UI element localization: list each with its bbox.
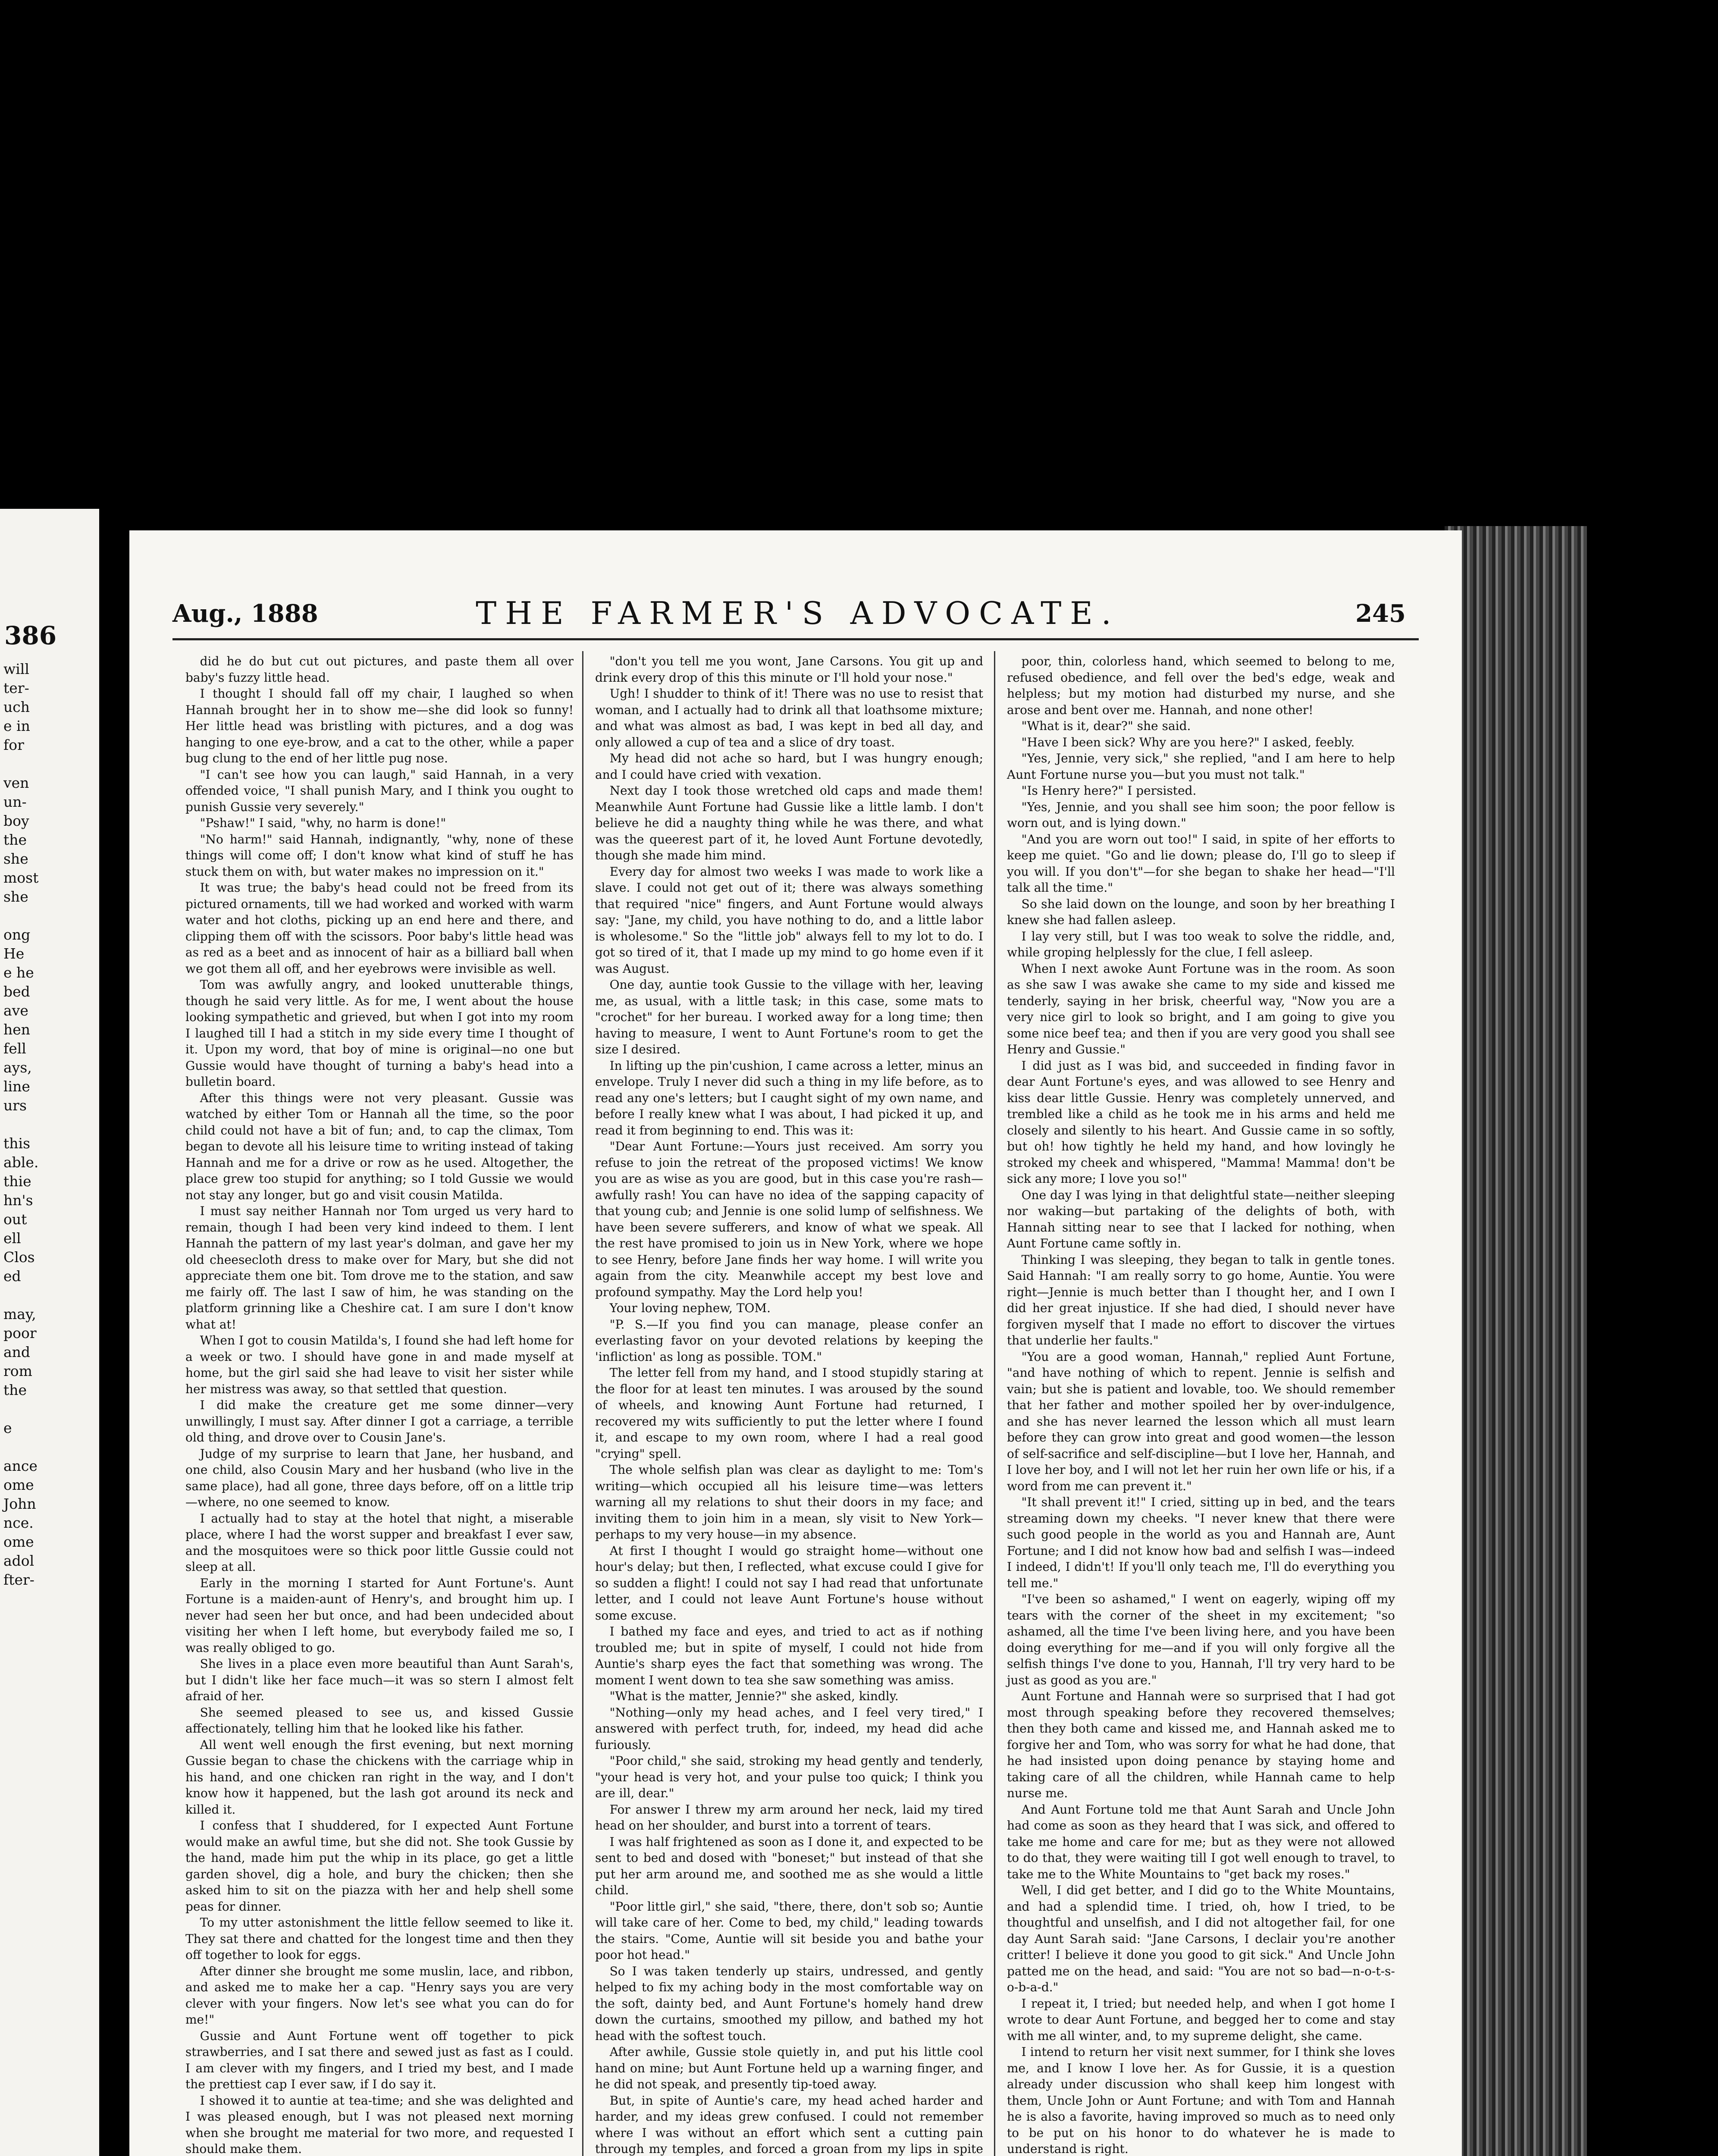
issue-date: Aug., 1888 — [172, 599, 318, 628]
paragraph: "Yes, Jennie, very sick," she replied, "and I am here to help Aunt Fortune nurse you—but you must not talk." — [1007, 751, 1395, 782]
paragraph: After awhile, Gussie stole quietly in, and put his little cool hand on mine; but Aunt Fortune held up a warning finger, and he did not speak, and presently tip-toed away. — [595, 2045, 983, 2091]
story-column-3 — [1007, 653, 1395, 2156]
paragraph: did he do but cut out pictures, and paste them all over baby's fuzzy little head. — [185, 654, 574, 685]
paragraph: I intend to return her visit next summer, for I think she loves me, and I know I love her. As for Gussie, it is a question already under discussion who shall keep him longest with them, Uncle John or Aunt Fortune; and with Tom and Hannah he is also a favorite, having improved so much as to need only to be put on his honor to do whatever he is made to understand is right. — [1007, 2045, 1395, 2156]
paragraph: In lifting up the pin'cushion, I came across a letter, minus an envelope. Truly I never did such a thing in my life before, as to read any one's letters; but I caught sight of my own name, and before I really knew what I was about, I had picked it up, and read it from beginning to end. This was it: — [595, 1058, 983, 1138]
paragraph: "Yes, Jennie, and you shall see him soon; the poor fellow is worn out, and is lying down." — [1007, 799, 1395, 830]
paragraph: For answer I threw my arm around her neck, laid my tired head on her shoulder, and burst into a torrent of tears. — [595, 1802, 983, 1833]
paragraph: Well, I did get better, and I did go to the White Mountains, and had a splendid time. I tried, oh, how I tried, to be thoughtful and unselfish, and I did not altogether fail, for one day Aunt Sarah said: "Jane Carsons, I declair you're another critter! I believe it done you good to git sick." And Uncle John patted me on the head, and said: "You are not so bad—n-o-t-s-o-b-a-d." — [1007, 1883, 1395, 1994]
paragraph: "What is it, dear?" she said. — [1021, 719, 1191, 733]
paragraph: Your loving nephew, TOM. — [609, 1301, 771, 1315]
paragraph: "Is Henry here?" I persisted. — [1021, 783, 1197, 798]
book-spine — [1445, 526, 1587, 2156]
paragraph: She seemed pleased to see us, and kissed Gussie affectionately, telling him that he looked like his father. — [185, 1705, 574, 1736]
top-border — [0, 0, 1718, 4]
paragraph: Next day I took those wretched old caps and made them! Meanwhile Aunt Fortune had Gussie like a little lamb. I don't believe he did a naughty thing while he was there, and what was the queerest part of it, he loved Aunt Fortune devotedly, though she made him mind. — [595, 783, 983, 862]
paragraph: I did make the creature get me some dinner—very unwillingly, I must say. After dinner I got a carriage, a terrible old thing, and drove over to Cousin Jane's. — [185, 1398, 574, 1445]
paragraph: I confess that I shuddered, for I expected Aunt Fortune would make an awful time, but she did not. She took Gussie by the hand, made him put the whip in its place, go get a little garden shovel, dig a hole, and bury the chicken; then she asked him to sit on the piazza with her and help shell some peas for dinner. — [185, 1818, 574, 1914]
newspaper-page — [129, 530, 1462, 2156]
paragraph: Gussie and Aunt Fortune went off together to pick strawberries, and I sat there and sewed just as fast as I could. I am clever with my fingers, and I tried my best, and I made the prettiest cap I ever saw, if I do say it. — [185, 2028, 574, 2091]
story-column-2 — [595, 653, 983, 2156]
paragraph: poor, thin, colorless hand, which seemed to belong to me, refused obedience, and fell over the bed's edge, weak and helpless; but my motion had disturbed my nurse, and she arose and bent over me. Hannah, and none other! — [1007, 654, 1395, 717]
paragraph: The whole selfish plan was clear as daylight to me: Tom's writing—which occupied all his leisure time—was letters warning all my relations to shut their doors in my face; and inviting them to join him in a mean, sly visit to New York—perhaps to my very house—in my absence. — [595, 1463, 983, 1542]
column-divider — [994, 651, 995, 2156]
paragraph: "You are a good woman, Hannah," replied Aunt Fortune, "and have nothing of which to repent. Jennie is selfish and vain; but she is patient and lovable, too. We should remember that her father and mother spoiled her by over-indulgence, and she has never learned the lesson which all must learn before they can grow into great and good women—the lesson of self-sacrifice and self-discipline—but I love her, Hannah, and I love her boy, and I will not let her ruin her own life or his, if a word from me can prevent it." — [1007, 1349, 1395, 1493]
paragraph: At first I thought I would go straight home—without one hour's delay; but then, I reflected, what excuse could I give for so sudden a flight! I could not say I had read that unfortunate letter, and I could not leave Aunt Fortune's house without some excuse. — [595, 1543, 983, 1623]
masthead-title: THE FARMER'S ADVOCATE. — [476, 595, 1120, 631]
paragraph: I showed it to auntie at tea-time; and she was delighted and I was pleased enough, but I was not pleased next morning when she brought me material for two more, and requested I should make them. — [185, 2093, 574, 2156]
previous-page-edge — [0, 509, 99, 2156]
column-divider — [582, 651, 583, 2156]
paragraph: And Aunt Fortune told me that Aunt Sarah and Uncle John had come as soon as they heard that I was sick, and offered to take me home and care for me; but as they were not allowed to do that, they were waiting till I got well enough to travel, to take me to the White Mountains to "get back my roses." — [1007, 1802, 1395, 1881]
paragraph: "I can't see how you can laugh," said Hannah, in a very offended voice, "I shall punish Mary, and I think you ought to punish Gussie very severely." — [185, 767, 574, 814]
paragraph: One day, auntie took Gussie to the village with her, leaving me, as usual, with a little task; in this case, some mats to "crochet" for her bureau. I worked away for a long time; then having to measure, I went to Aunt Fortune's room to get the size I desired. — [595, 978, 983, 1056]
paragraph: I lay very still, but I was too weak to solve the riddle, and, while groping helplessly for the clue, I fell asleep. — [1007, 929, 1395, 959]
paragraph: "No harm!" said Hannah, indignantly, "why, none of these things will come off; I don't know what kind of stuff he has stuck them on with, but water makes no impression on it." — [185, 832, 574, 879]
paragraph: "Poor little girl," she said, "there, there, don't sob so; Auntie will take care of her. Come to bed, my child," leading towards the stairs. "Come, Auntie will sit beside you and bathe your poor hot head." — [595, 1899, 983, 1962]
paragraph: Every day for almost two weeks I was made to work like a slave. I could not get out of it; there was always something that required "nice" fingers, and Aunt Fortune would always say: "Jane, my child, you have nothing to do, and a little labor is wholesome." So the "little job" always fell to my lot to do. I got so tired of it, that I made up my mind to go home even if it was August. — [595, 864, 983, 976]
paragraph: After this things were not very pleasant. Gussie was watched by either Tom or Hannah all the time, so the poor child could not have a bit of fun; and, to cap the climax, Tom began to devote all his leisure time to writing instead of taking Hannah and me for a drive or row as he used. Altogether, the place grew too stupid for anything; so I told Gussie we would not stay any longer, but go and visit cousin Matilda. — [185, 1091, 574, 1202]
paragraph: "Have I been sick? Why are you here?" I asked, feebly. — [1021, 735, 1355, 749]
paragraph: I actually had to stay at the hotel that night, a miserable place, where I had the worst supper and breakfast I ever saw, and the mosquitoes were so thick poor little Gussie could not sleep at all. — [185, 1511, 574, 1574]
story-column-1 — [185, 653, 574, 2156]
paragraph: I must say neither Hannah nor Tom urged us very hard to remain, though I had been very kind indeed to them. I lent Hannah the pattern of my last year's dolman, and gave her my old cheesecloth dress to make over for Mary, but she did not appreciate them one bit. Tom drove me to the station, and saw me fairly off. The last I saw of him, he was standing on the platform grinning like a Cheshire cat. I am sure I don't know what at! — [185, 1204, 574, 1332]
paragraph: Judge of my surprise to learn that Jane, her husband, and one child, also Cousin Mary and her husband (who live in the same place), had all gone, three days before, off on a little trip—where, no one seemed to know. — [185, 1446, 574, 1509]
paragraph: I thought I should fall off my chair, I laughed so when Hannah brought her in to show me—she did look so funny! Her little head was bristling with pictures, and a dog was hanging to one eye-brow, and a cat to the other, while a paper bug clung to the end of her little pug nose. — [185, 686, 574, 765]
paragraph: "It shall prevent it!" I cried, sitting up in bed, and the tears streaming down my cheeks. "I never knew that there were such good people in the world as you and Hannah are, Aunt Fortune; and I did not know how bad and selfish I was—indeed I indeed, I didn't! If you'll only teach me, I'll do everything you tell me." — [1007, 1495, 1395, 1590]
paragraph: When I next awoke Aunt Fortune was in the room. As soon as she saw I was awake she came to my side and kissed me tenderly, saying in her brisk, cheerful way, "Now you are a very nice girl to look so bright, and I am going to give you some nice beef tea; and then if you are very good you shall see Henry and Gussie." — [1007, 961, 1395, 1056]
previous-page-column-fragments: will ter- uch e in for ven un- boy the she most she ong He e he bed ave hen fell ays, line urs this able. thie hn's out ell Clos ed may, poor and rom the e ance ome John nce. ome adol fter- — [3, 661, 39, 1588]
paragraph: Thinking I was sleeping, they began to talk in gentle tones. Said Hannah: "I am really sorry to go home, Auntie. You were right—Jennie is much better than I thought her, and I own I did her great injustice. If she had died, I should never have forgiven myself that I made no effort to discover the virtues that underlie her faults." — [1007, 1252, 1395, 1348]
paragraph: When I got to cousin Matilda's, I found she had left home for a week or two. I should have gone in and made myself at home, but the girl said she had leave to visit her sister while her mistress was away, so that settled that question. — [185, 1333, 574, 1396]
paragraph: One day I was lying in that delightful state—neither sleeping nor waking—but partaking of the delights of both, with Hannah sitting near to see that I lacked for nothing, when Aunt Fortune came softly in. — [1007, 1188, 1395, 1250]
paragraph: So she laid down on the lounge, and soon by her breathing I knew she had fallen asleep. — [1007, 896, 1395, 927]
paragraph: After dinner she brought me some muslin, lace, and ribbon, and asked me to make her a cap. "Henry says you are very clever with your fingers. Now let's see what you can do for me!" — [185, 1964, 574, 2027]
paragraph: "Poor child," she said, stroking my head gently and tenderly, "your head is very hot, and your pulse too quick; I think you are ill, dear." — [595, 1754, 983, 1800]
paragraph: But, in spite of Auntie's care, my head ached harder and harder, and my ideas grew confused. I could not remember where I was without an effort which sent a cutting pain through my temples, and forced a groan from my lips in spite — [595, 2093, 983, 2156]
paragraph: I was half frightened as soon as I done it, and expected to be sent to bed and dosed with "boneset;" but instead of that she put her arm around me, and soothed me as she would a little child. — [595, 1834, 983, 1897]
paragraph: "And you are worn out too!" I said, in spite of her efforts to keep me quiet. "Go and lie down; please do, I'll go to sleep if you will. If you don't"—for she began to shake her head—"I'll talk all the time." — [1007, 832, 1395, 895]
paragraph: Early in the morning I started for Aunt Fortune's. Aunt Fortune is a maiden-aunt of Henry's, and brought him up. I never had seen her but once, and had been undecided about visiting her when I left home, but everybody failed me so, I was really obliged to go. — [185, 1576, 574, 1655]
paragraph: Tom was awfully angry, and looked unutterable things, though he said very little. As for me, I went about the house looking sympathetic and grieved, but when I got into my room I laughed till I had a stitch in my side every time I thought of it. Upon my word, that boy of mine is original—no one but Gussie would have thought of turning a baby's head into a bulletin board. — [185, 978, 574, 1089]
paragraph: I bathed my face and eyes, and tried to act as if nothing troubled me; but in spite of myself, I could not hide from Auntie's sharp eyes the fact that something was wrong. The moment I went down to tea she saw something was amiss. — [595, 1624, 983, 1687]
paragraph: She lives in a place even more beautiful than Aunt Sarah's, but I didn't like her face much—it was so stern I almost felt afraid of her. — [185, 1657, 574, 1703]
paragraph: "Pshaw!" I said, "why, no harm is done!" — [200, 816, 446, 830]
paragraph: "What is the matter, Jennie?" she asked, kindly. — [609, 1689, 899, 1703]
paragraph: I repeat it, I tried; but needed help, and when I got home I wrote to dear Aunt Fortune, and begged her to come and stay with me all winter, and, to my supreme delight, she came. — [1007, 1996, 1395, 2043]
paragraph: Ugh! I shudder to think of it! There was no use to resist that woman, and I actually had to drink all that loathsome mixture; and what was almost as bad, I was kept in bed all day, and only allowed a cup of tea and a slice of dry toast. — [595, 686, 983, 749]
paragraph: I did just as I was bid, and succeeded in finding favor in dear Aunt Fortune's eyes, and was allowed to see Henry and kiss dear little Gussie. Henry was completely unnerved, and trembled like a child as he took me in his arms and held me closely and silently to his heart. And Gussie came in so softly, but oh! how tightly he held my hand, and how lovingly he stroked my cheek and whispered, "Mamma! Mamma! don't be sick any more; I love you so!" — [1007, 1058, 1395, 1186]
paragraph: So I was taken tenderly up stairs, undressed, and gently helped to fix my aching body in the most comfortable way on the soft, dainty bed, and Aunt Fortune's homely hand drew down the curtains, smoothed my pillow, and bathed my hot head with the softest touch. — [595, 1964, 983, 2043]
paragraph: The letter fell from my hand, and I stood stupidly staring at the floor for at least ten minutes. I was aroused by the sound of wheels, and knowing Aunt Fortune had returned, I recovered my wits sufficiently to put the letter where I found it, and escape to my own room, where I had a real good "crying" spell. — [595, 1366, 983, 1461]
paragraph: It was true; the baby's head could not be freed from its pictured ornaments, till we had worked and worked with warm water and hot cloths, picking up an end here and there, and clipping them off with the scissors. Poor baby's little head was as red as a beet and as innocent of hair as a billiard ball when we got them all off, and her eyebrows were invisible as well. — [185, 881, 574, 976]
paragraph: Aunt Fortune and Hannah were so surprised that I had got most through speaking before they recovered themselves; then they both came and kissed me, and Hannah asked me to forgive her and Tom, who was sorry for what he had done, that he had insisted upon doing penance by staying home and taking care of all the children, while Hannah came to help nurse me. — [1007, 1689, 1395, 1800]
paragraph: My head did not ache so hard, but I was hungry enough; and I could have cried with vexation. — [595, 751, 983, 782]
paragraph: "I've been so ashamed," I went on eagerly, wiping off my tears with the corner of the sheet in my excitement; "so ashamed, all the time I've been living here, and you have been doing everything for me—and if you will only forgive all the selfish things I've done to you, Hannah, I'll try very hard to be just as good as you are." — [1007, 1592, 1395, 1687]
paragraph: "Nothing—only my head aches, and I feel very tired," I answered with perfect truth, for, indeed, my head did ache furiously. — [595, 1705, 983, 1752]
paragraph: "P. S.—If you find you can manage, please confer an everlasting favor on your devoted relations by keeping the 'infliction' as long as possible. TOM." — [595, 1317, 983, 1364]
paragraph: "Dear Aunt Fortune:—Yours just received. Am sorry you refuse to join the retreat of the proposed victims! We know you are as wise as you are good, but in this case you're rash—awfully rash! You can have no idea of the sapping capacity of that young cub; and Jennie is one solid lump of selfishness. We have been severe sufferers, and know of what we speak. All the rest have promised to join us in New York, where we hope to see Henry, before Jane finds her way home. I will write you again from the city. Meanwhile accept my best love and profound sympathy. May the Lord help you! — [595, 1139, 983, 1299]
paragraph: To my utter astonishment the little fellow seemed to like it. They sat there and chatted for the longest time and then they off together to look for eggs. — [185, 1915, 574, 1962]
paragraph: "don't you tell me you wont, Jane Carsons. You git up and drink every drop of this this minute or I'll hold your nose." — [595, 654, 983, 685]
paragraph: All went well enough the first evening, but next morning Gussie began to chase the chickens with the carriage whip in his hand, and one chicken ran right in the way, and I don't know how it happened, but the lash got around its neck and killed it. — [185, 1737, 574, 1817]
page-number: 245 — [1355, 599, 1406, 628]
header-rule — [172, 638, 1419, 640]
previous-page-number: 386 — [4, 621, 57, 650]
